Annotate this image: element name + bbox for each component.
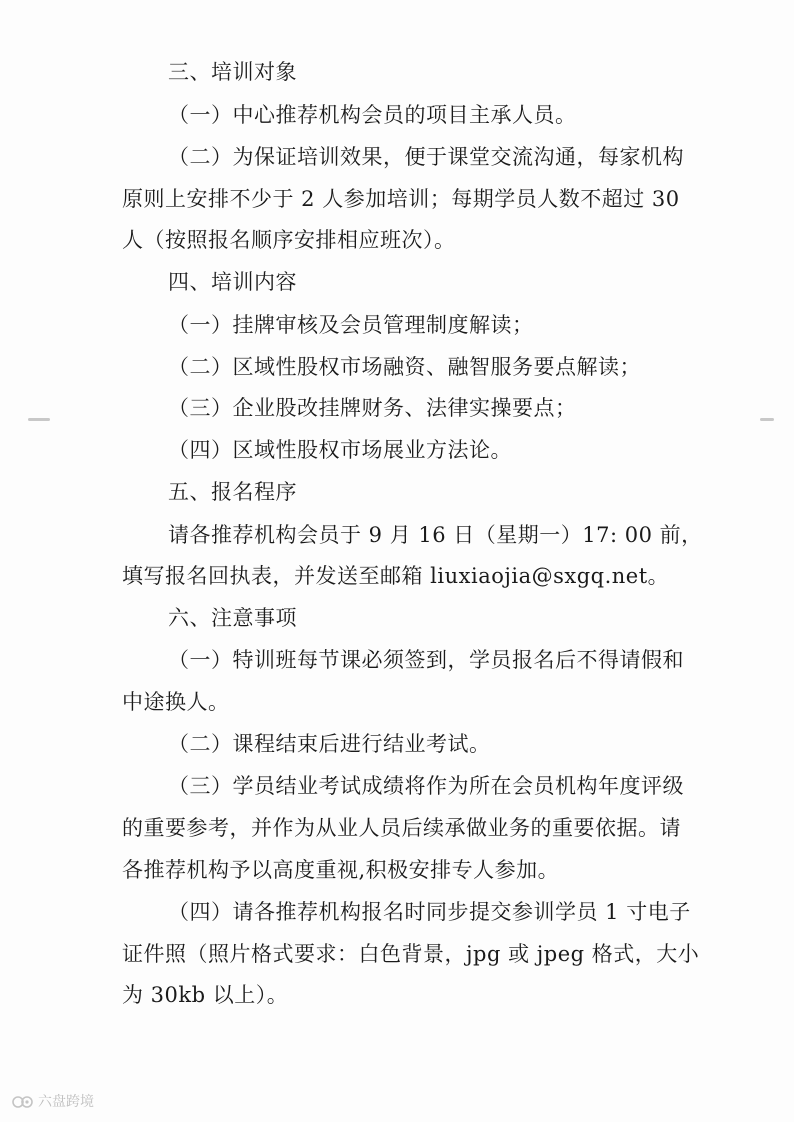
- scan-artifact: [28, 418, 50, 421]
- section-6-title: 六、注意事项: [168, 606, 297, 630]
- section-5-title: 五、报名程序: [168, 480, 297, 504]
- section-6-item-2: （二）课程结束后进行结业考试。: [168, 732, 491, 756]
- section-6-item-1-line-2: 中途换人。: [122, 690, 230, 714]
- section-4-item-4: （四）区域性股权市场展业方法论。: [168, 438, 512, 462]
- section-3-item-2-line-1: （二）为保证培训效果，便于课堂交流沟通，每家机构: [168, 145, 684, 169]
- section-4-item-3: （三）企业股改挂牌财务、法律实操要点；: [168, 396, 577, 420]
- section-4-item-1: （一）挂牌审核及会员管理制度解读；: [168, 313, 534, 337]
- section-5-paragraph-line-1: 请各推荐机构会员于 9 月 16 日（星期一）17: 00 前，: [168, 523, 703, 547]
- section-4-title: 四、培训内容: [168, 270, 297, 294]
- scan-artifact: [760, 418, 774, 421]
- section-6-item-3-line-3: 各推荐机构予以高度重视,积极安排专人参加。: [122, 858, 560, 882]
- section-3-item-1: （一）中心推荐机构会员的项目主承人员。: [168, 103, 577, 127]
- section-3-title: 三、培训对象: [168, 60, 297, 84]
- section-6-item-1-line-1: （一）特训班每节课必须签到，学员报名后不得请假和: [168, 648, 684, 672]
- section-5-paragraph-line-2: 填写报名回执表，并发送至邮箱 liuxiaojia@sxgq.net。: [122, 564, 670, 588]
- section-6-item-3-line-2: 的重要参考，并作为从业人员后续承做业务的重要依据。请: [122, 816, 681, 840]
- section-4-item-2: （二）区域性股权市场融资、融智服务要点解读；: [168, 355, 641, 379]
- section-6-item-4-line-3: 为 30kb 以上）。: [122, 983, 289, 1007]
- section-3-item-2-line-3: 人（按照报名顺序安排相应班次）。: [122, 228, 456, 252]
- watermark-logo-icon: [12, 1093, 34, 1109]
- watermark: [12, 1090, 94, 1112]
- section-6-item-4-line-2: 证件照（照片格式要求：白色背景，jpg 或 jpeg 格式，大小: [122, 942, 700, 966]
- section-6-item-3-line-1: （三）学员结业考试成绩将作为所在会员机构年度评级: [168, 774, 684, 798]
- watermark-text: 六盘跨境: [38, 1094, 94, 1110]
- section-6-item-4-line-1: （四）请各推荐机构报名时同步提交参训学员 1 寸电子: [168, 900, 691, 924]
- section-3-item-2-line-2: 原则上安排不少于 2 人参加培训；每期学员人数不超过 30: [122, 187, 680, 211]
